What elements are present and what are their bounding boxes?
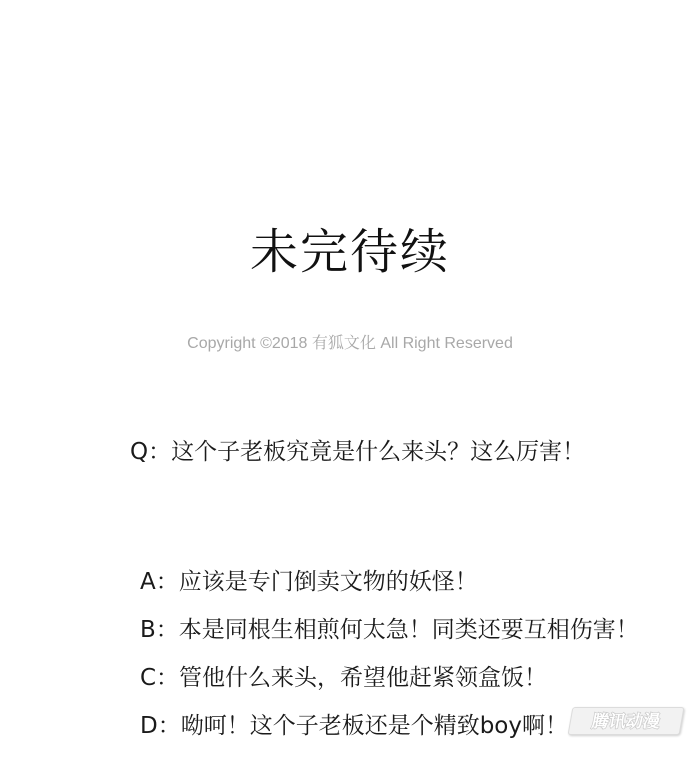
tencent-comic-logo-icon [568, 707, 685, 735]
page-title: 未完待续 [249, 224, 450, 280]
poll-option-a: A：应该是专门倒卖文物的妖怪！ [140, 569, 478, 595]
watermark-text: 腾讯动漫 [590, 712, 662, 732]
poll-option-d: D：呦呵！这个子老板还是个精致boy啊！ [140, 713, 568, 739]
poll-option-b: B：本是同根生相煎何太急！同类还要互相伤害！ [140, 617, 639, 643]
poll-option-c: C：管他什么来头，希望他赶紧领盒饭！ [140, 665, 548, 691]
watermark-logo-icon [569, 708, 684, 734]
copyright-notice: Copyright ©2018 有狐文化 All Right Reserved [187, 335, 513, 352]
poll-question: Q：这个子老板究竟是什么来头？这么厉害！ [130, 439, 586, 465]
